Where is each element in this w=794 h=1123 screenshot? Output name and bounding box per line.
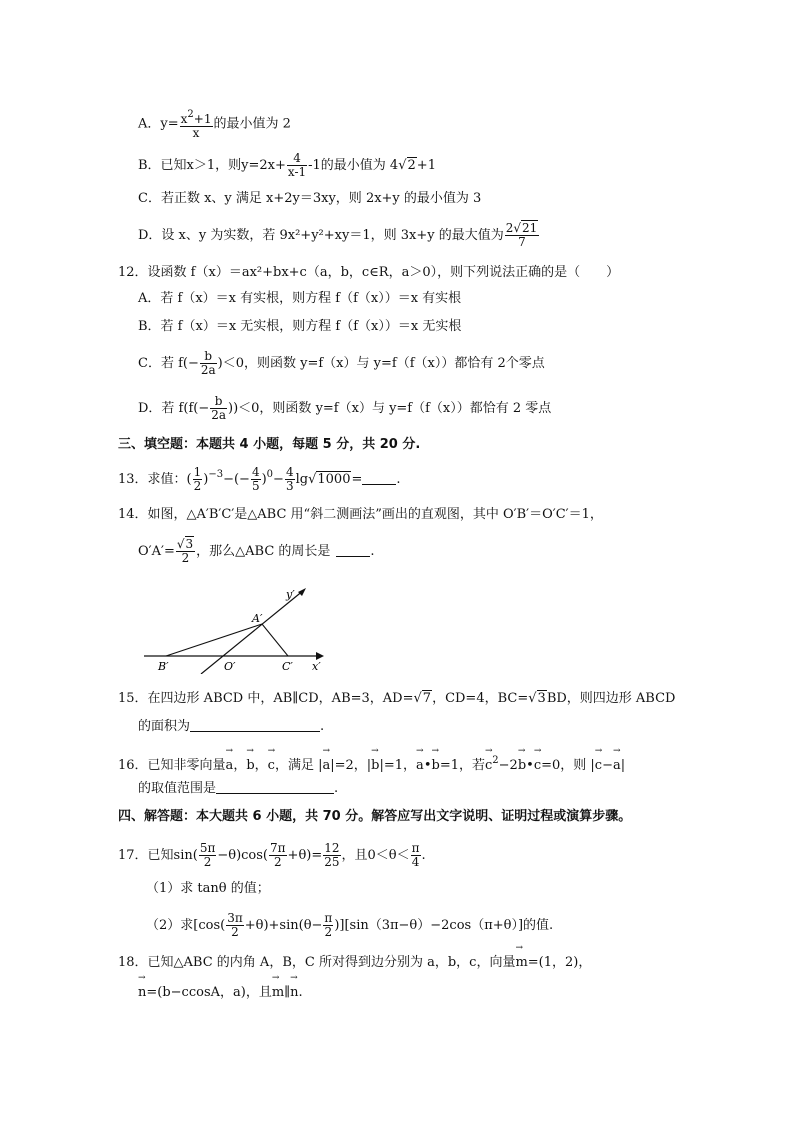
fraction: $\frac{3\pi}{2}$ (227, 911, 243, 939)
label-a-prime: A′ (252, 612, 263, 625)
answer-blank[interactable] (190, 719, 320, 732)
label-b-prime: B′ (158, 660, 169, 673)
q12-option-d: D．若 f(f(− $\frac{b}{2a}$ ))＜0，则函数 y=f（x）与 y=f（f（x））都恰有 2 零点 (138, 394, 552, 422)
answer-blank[interactable] (216, 781, 334, 794)
answer-blank[interactable] (336, 544, 370, 557)
fraction: $\frac{b}{2a}$ (200, 349, 216, 377)
q18-line-2: → n=(b−ccosA，a)，且→ m∥→ n. (138, 984, 303, 1002)
segment-a-c (262, 624, 288, 656)
label-o-prime: O′ (224, 660, 236, 673)
q14-line-2: O′A′= $\frac{√3}{2}$ ，那么△ABC 的周长是 . (138, 537, 375, 565)
answer-blank[interactable] (362, 472, 396, 485)
section-4-heading: 四、解答题：本大题共 6 小题，共 70 分。解答应写出文字说明、证明过程或演算步骤。 (118, 809, 632, 824)
fraction: $\frac{b}{2a}$ (211, 394, 227, 422)
fraction: $\frac{12}{25}$ (324, 841, 340, 869)
q17-sub-2: （2）求[cos( $\frac{3\pi}{2}$ +θ)+sin(θ− $\frac{\pi}{2}$ )][sin（3π−θ）−2cos（π+θ）]的值. (146, 911, 554, 939)
q16-line-2: 的取值范围是 . (138, 781, 339, 796)
q17-sub-1: （1）求 tanθ 的值； (146, 881, 270, 896)
q12-option-c: C．若 f(− $\frac{b}{2a}$ )＜0，则函数 y=f（x）与 y=f（f（x））都恰有 2个零点 (138, 349, 545, 377)
q13: 13．求值：( $\frac{1}{2}$ )$^{-3}$−(− $\frac{4}{5}$ )$^0$− $\frac{4}{3}$ lg√1000= . (118, 465, 401, 493)
q18-line-1: 18．已知△ABC 的内角 A，B，C 所对得到边分别为 a，b，c，向量→ m=(1，2)， (118, 954, 591, 972)
fraction: $\frac{√3}{2}$ (176, 537, 194, 565)
oblique-projection-figure (136, 578, 336, 674)
x-axis-arrow (316, 652, 324, 660)
fraction: $\frac{x^2+1}{x}$ (180, 109, 212, 140)
q16-line-1: 16．已知非零向量→ a，→ b，→ c，满足 |→ a|=2，|→ b|=1，→ a•→ b=1，若→ $c^2-2\to$ b•→ c=0，则 |→ c−→ a| (118, 752, 625, 775)
fraction: $\frac{\pi}{4}$ (411, 841, 420, 869)
label-c-prime: C′ (282, 660, 293, 673)
q11-option-d: D．设 x、y 为实数，若 9x²+y²+xy＝1，则 3x+y 的最大值为 $\frac{2√21}{7}$ (138, 221, 538, 249)
segment-b-a (166, 624, 262, 656)
label-x-prime: x′ (312, 660, 321, 673)
section-3-heading: 三、填空题：本题共 4 小题，每题 5 分，共 20 分. (118, 437, 421, 452)
q11-option-b: B．已知x＞1，则y=2x+ $\frac{4}{x-1}$ -1的最小值为 4√2+1 (138, 151, 436, 179)
fraction: $\frac{1}{2}$ (193, 465, 202, 493)
fraction: $\frac{7\pi}{2}$ (270, 841, 286, 869)
y-axis-arrow (298, 588, 306, 596)
q17-stem: 17．已知sin( $\frac{5\pi}{2}$ −θ)cos( $\frac{7\pi}{2}$ +θ)= $\frac{12}{25}$ ，且0＜θ＜ $\frac{\pi}{4}$ . (118, 841, 426, 869)
q15-line-1: 15．在四边形 ABCD 中，AB∥CD，AB=3，AD=√7，CD=4，BC=√3BD，则四边形 ABCD (118, 691, 676, 706)
q12-option-b: B．若 f（x）＝x 无实根，则方程 f（f（x））＝x 无实根 (138, 319, 462, 334)
q14-line-1: 14．如图，△A′B′C′是△ABC 用“斜二测画法”画出的直观图，其中 O′B′＝O′C′＝1， (118, 507, 603, 522)
q12-stem: 12．设函数 f（x）＝ax²+bx+c（a，b，c∈R，a＞0），则下列说法正确的是（ ） (118, 265, 620, 280)
fraction: $\frac{4}{5}$ (251, 465, 260, 493)
fraction: $\frac{5\pi}{2}$ (199, 841, 216, 869)
fraction: $\frac{\pi}{2}$ (324, 911, 333, 939)
label-y-prime: y′ (286, 588, 295, 601)
fraction: $\frac{4}{3}$ (285, 465, 294, 493)
fraction: $\frac{4}{x-1}$ (287, 151, 307, 179)
q12-option-a: A．若 f（x）＝x 有实根，则方程 f（f（x））＝x 有实根 (138, 291, 462, 306)
q11-option-c: C．若正数 x、y 满足 x+2y＝3xy，则 2x+y 的最小值为 3 (138, 191, 482, 206)
q15-line-2: 的面积为 . (138, 719, 325, 734)
fraction: $\frac{2√21}{7}$ (505, 221, 538, 249)
q11-option-a: A．y= $\frac{x^2+1}{x}$ 的最小值为 2 (138, 109, 291, 140)
